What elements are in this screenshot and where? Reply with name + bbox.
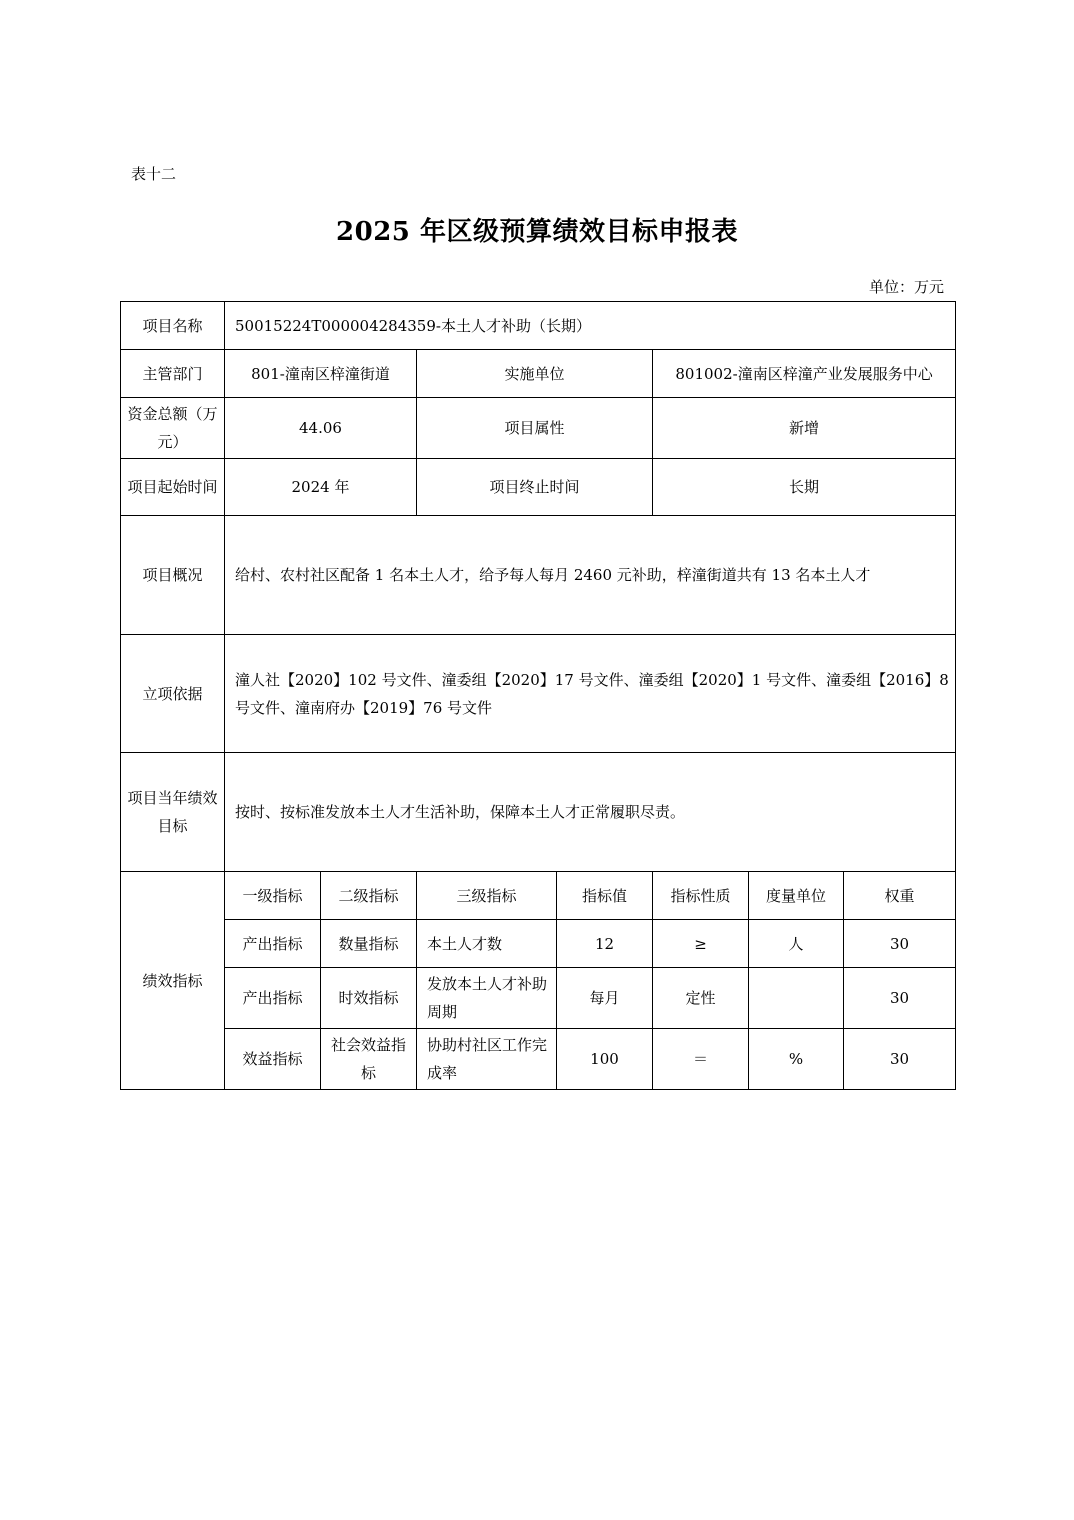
header-value: 指标值 — [557, 872, 653, 920]
header-nature: 指标性质 — [653, 872, 749, 920]
indicator-nature: ≥ — [653, 920, 749, 968]
unit-label: 单位：万元 — [868, 278, 944, 296]
indicator-level2: 社会效益指标 — [321, 1029, 417, 1090]
dept-label: 主管部门 — [121, 350, 225, 398]
end-label: 项目终止时间 — [417, 459, 653, 516]
indicator-unit — [749, 968, 844, 1029]
indicator-level3: 发放本土人才补助周期 — [417, 968, 557, 1029]
row-basis — [121, 635, 956, 753]
indicator-level1: 效益指标 — [225, 1029, 321, 1090]
indicator-weight: 30 — [844, 1029, 956, 1090]
page-title: 2025 年区级预算绩效目标申报表 — [336, 217, 738, 247]
indicator-level2: 时效指标 — [321, 968, 417, 1029]
indicator-value: 100 — [557, 1029, 653, 1090]
indicator-level3: 协助村社区工作完成率 — [417, 1029, 557, 1090]
overview-label: 项目概况 — [121, 516, 225, 635]
fund-value: 44.06 — [225, 398, 417, 459]
indicator-unit: 人 — [749, 920, 844, 968]
impl-label: 实施单位 — [417, 350, 653, 398]
basis-value: 潼人社【2020】102 号文件、潼委组【2020】17 号文件、潼委组【2020】1 号文件、潼委组【2016】8 号文件、潼南府办【2019】76 号文件 — [225, 635, 956, 753]
indicator-value: 12 — [557, 920, 653, 968]
indicator-level1: 产出指标 — [225, 968, 321, 1029]
row-period — [121, 459, 956, 516]
goal-label: 项目当年绩效目标 — [121, 753, 225, 872]
indicator-section-label: 绩效指标 — [121, 872, 225, 1090]
indicator-level1: 产出指标 — [225, 920, 321, 968]
indicator-weight: 30 — [844, 920, 956, 968]
header-level1: 一级指标 — [225, 872, 321, 920]
goal-value: 按时、按标准发放本土人才生活补助，保障本土人才正常履职尽责。 — [225, 753, 956, 872]
start-label: 项目起始时间 — [121, 459, 225, 516]
table-row — [121, 920, 956, 968]
indicator-unit: % — [749, 1029, 844, 1090]
header-level2: 二级指标 — [321, 872, 417, 920]
indicator-level2: 数量指标 — [321, 920, 417, 968]
row-fund — [121, 398, 956, 459]
project-name-label: 项目名称 — [121, 302, 225, 350]
row-department — [121, 350, 956, 398]
start-value: 2024 年 — [225, 459, 417, 516]
indicator-level3: 本土人才数 — [417, 920, 557, 968]
impl-value: 801002-潼南区梓潼产业发展服务中心 — [653, 350, 956, 398]
dept-value: 801-潼南区梓潼街道 — [225, 350, 417, 398]
indicator-weight: 30 — [844, 968, 956, 1029]
row-project-name — [121, 302, 956, 350]
fund-label: 资金总额（万元） — [121, 398, 225, 459]
indicator-nature: ＝ — [653, 1029, 749, 1090]
header-unit: 度量单位 — [749, 872, 844, 920]
indicator-header-row — [121, 872, 956, 920]
attr-label: 项目属性 — [417, 398, 653, 459]
header-weight: 权重 — [844, 872, 956, 920]
attr-value: 新增 — [653, 398, 956, 459]
overview-value: 给村、农村社区配备 1 名本土人才，给予每人每月 2460 元补助，梓潼街道共有 13 名本土人才 — [225, 516, 956, 635]
row-goal — [121, 753, 956, 872]
table-row — [121, 968, 956, 1029]
project-name-value: 50015224T000004284359-本土人才补助（长期） — [225, 302, 956, 350]
table-number: 表十二 — [131, 165, 177, 183]
indicator-nature: 定性 — [653, 968, 749, 1029]
row-overview — [121, 516, 956, 635]
end-value: 长期 — [653, 459, 956, 516]
table-row — [121, 1029, 956, 1090]
performance-target-table — [120, 301, 956, 1090]
header-level3: 三级指标 — [417, 872, 557, 920]
basis-label: 立项依据 — [121, 635, 225, 753]
indicator-value: 每月 — [557, 968, 653, 1029]
